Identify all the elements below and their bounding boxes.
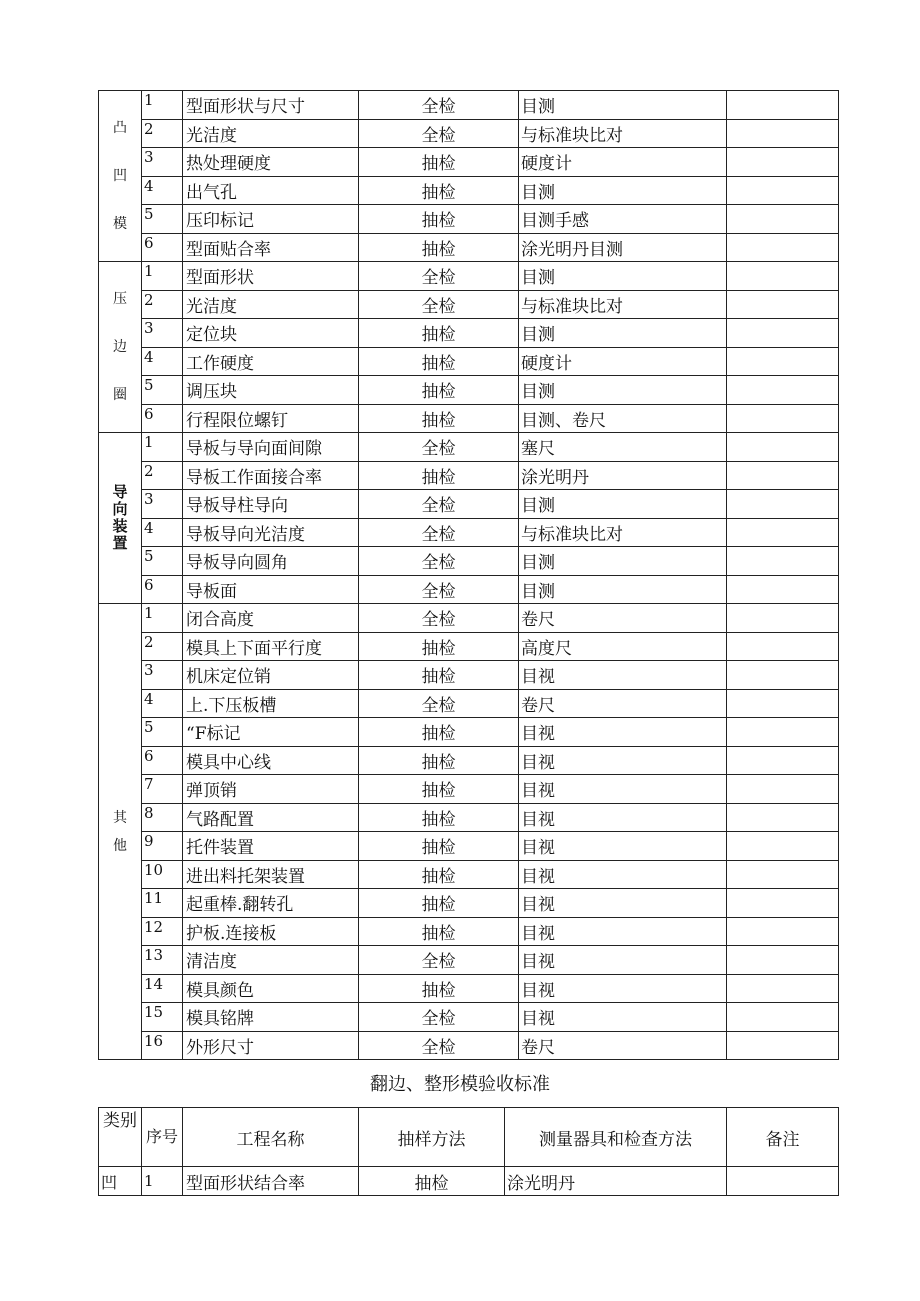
row-note [727,860,839,889]
row-method: 抽检 [359,803,519,832]
row-note [727,689,839,718]
row-number: 14 [142,974,183,1003]
row-method: 全检 [359,575,519,604]
row-note [727,518,839,547]
row-method: 抽检 [359,148,519,177]
table-row [99,176,839,205]
row-number: 6 [142,233,183,262]
table-row [99,205,839,234]
row-tool: 卷尺 [519,1031,727,1060]
category-cell [99,91,142,262]
row-item: 型面形状 [183,262,359,291]
row-item: 定位块 [183,319,359,348]
row-note [727,176,839,205]
row-item: 托件装置 [183,832,359,861]
category-char: 装 [112,517,128,535]
row-method: 抽检 [359,461,519,490]
row-note [727,946,839,975]
row-note [727,661,839,690]
row-note [727,718,839,747]
table-row [99,632,839,661]
row-item: 型面形状与尺寸 [183,91,359,120]
row-number: 3 [142,661,183,690]
row-item: 弹顶销 [183,775,359,804]
row-note [727,604,839,633]
row-note [727,974,839,1003]
table-row [99,803,839,832]
row-number: 1 [142,91,183,120]
row-tool: 目视 [519,803,727,832]
row-item: 压印标记 [183,205,359,234]
row-number: 4 [142,176,183,205]
row-item: 机床定位销 [183,661,359,690]
table-row [99,547,839,576]
row-tool: 目测、卷尺 [519,404,727,433]
row-method: 抽检 [359,319,519,348]
row-method: 全检 [359,490,519,519]
row-number: 6 [142,746,183,775]
row-item: 导板导向圆角 [183,547,359,576]
row-number: 1 [142,604,183,633]
row-tool: 涂光明丹目测 [519,233,727,262]
row-tool: 与标准块比对 [519,290,727,319]
row-tool: 与标准块比对 [519,119,727,148]
row-tool: 目测 [519,176,727,205]
row-method: 全检 [359,290,519,319]
table-row [99,376,839,405]
header-note: 备注 [727,1108,839,1167]
row-note [727,547,839,576]
table-row [99,319,839,348]
row-method: 抽检 [359,832,519,861]
table-row [99,404,839,433]
row-item: 模具颜色 [183,974,359,1003]
category-cell [99,604,142,1060]
row-method: 全检 [359,1031,519,1060]
row-method: 全检 [359,433,519,462]
header-method: 抽样方法 [359,1108,505,1167]
row-item: 热处理硬度 [183,148,359,177]
row-method: 全检 [359,604,519,633]
category-char: 模 [113,216,127,232]
row-method: 全检 [359,91,519,120]
row-item: 导板导柱导向 [183,490,359,519]
row-method: 抽检 [359,718,519,747]
row-item: 行程限位螺钉 [183,404,359,433]
row-method: 全检 [359,262,519,291]
row-tool: 目视 [519,974,727,1003]
row-tool: 目测手感 [519,205,727,234]
row-item: “F标记 [183,718,359,747]
row-tool: 高度尺 [519,632,727,661]
row-note [727,433,839,462]
row-number: 4 [142,689,183,718]
table-row [99,1167,839,1196]
table-row [99,1031,839,1060]
row-note [727,1003,839,1032]
header-row [99,1108,839,1167]
row-number: 2 [142,632,183,661]
row-item: 上.下压板槽 [183,689,359,718]
category-char: 压 [113,291,127,307]
row-note [727,889,839,918]
row-method: 全检 [359,946,519,975]
row-number: 8 [142,803,183,832]
row-tool: 与标准块比对 [519,518,727,547]
row-note [727,205,839,234]
row-item: 型面形状结合率 [183,1167,359,1196]
row-note [727,290,839,319]
row-item: 闭合高度 [183,604,359,633]
table-row [99,746,839,775]
row-item: 进出料托架装置 [183,860,359,889]
row-note [727,1167,839,1196]
row-note [727,832,839,861]
row-number: 3 [142,490,183,519]
row-item: 护板.连接板 [183,917,359,946]
row-item: 模具中心线 [183,746,359,775]
row-number: 5 [142,205,183,234]
row-tool: 卷尺 [519,689,727,718]
row-number: 9 [142,832,183,861]
row-number: 3 [142,148,183,177]
table-row [99,1003,839,1032]
row-note [727,461,839,490]
row-method: 抽检 [359,661,519,690]
row-note [727,347,839,376]
row-category: 凹 [99,1167,142,1196]
table-row [99,433,839,462]
flanging-standard-table [98,1107,839,1196]
category-char: 其 [113,809,127,826]
table-row [99,860,839,889]
row-method: 全检 [359,547,519,576]
row-method: 抽检 [359,376,519,405]
category-char: 置 [112,534,128,552]
row-number: 7 [142,775,183,804]
row-number: 1 [142,262,183,291]
row-tool: 卷尺 [519,604,727,633]
row-note [727,262,839,291]
row-number: 2 [142,119,183,148]
table-row [99,689,839,718]
category-char: 凸 [113,120,127,136]
row-method: 抽检 [359,233,519,262]
section-title: 翻边、整形模验收标准 [370,1074,550,1095]
row-item: 导板与导向面间隙 [183,433,359,462]
row-tool: 目视 [519,746,727,775]
table-row [99,91,839,120]
row-note [727,775,839,804]
row-note [727,1031,839,1060]
row-method: 抽检 [359,746,519,775]
table-row [99,974,839,1003]
table-row [99,946,839,975]
row-method: 抽检 [359,632,519,661]
row-number: 16 [142,1031,183,1060]
row-tool: 目测 [519,490,727,519]
row-tool: 目测 [519,376,727,405]
row-number: 10 [142,860,183,889]
row-method: 抽检 [359,205,519,234]
row-method: 抽检 [359,917,519,946]
row-number: 6 [142,404,183,433]
row-tool: 目视 [519,718,727,747]
row-tool: 目测 [519,319,727,348]
category-char: 边 [113,339,127,355]
row-number: 2 [142,461,183,490]
row-number: 11 [142,889,183,918]
row-item: 模具铭牌 [183,1003,359,1032]
row-tool: 涂光明丹 [519,461,727,490]
row-tool: 硬度计 [519,347,727,376]
row-note [727,575,839,604]
header-seq: 序号 [142,1108,183,1167]
table-row [99,233,839,262]
category-char: 向 [112,500,128,518]
row-item: 导板工作面接合率 [183,461,359,490]
row-note [727,917,839,946]
row-note [727,119,839,148]
table-row [99,775,839,804]
row-tool: 硬度计 [519,148,727,177]
table-row [99,661,839,690]
row-number: 5 [142,547,183,576]
row-tool: 涂光明丹 [505,1167,727,1196]
row-number: 3 [142,319,183,348]
row-item: 模具上下面平行度 [183,632,359,661]
header-category: 类别 [99,1108,142,1167]
table-row [99,347,839,376]
row-number: 15 [142,1003,183,1032]
row-tool: 目视 [519,946,727,975]
row-note [727,404,839,433]
row-method: 全检 [359,689,519,718]
row-number: 4 [142,518,183,547]
table-row [99,148,839,177]
row-item: 出气孔 [183,176,359,205]
row-number: 5 [142,376,183,405]
table-row [99,490,839,519]
row-tool: 目测 [519,91,727,120]
row-method: 抽检 [359,404,519,433]
row-tool: 目测 [519,262,727,291]
row-method: 全检 [359,119,519,148]
row-item: 工作硬度 [183,347,359,376]
row-item: 导板导向光洁度 [183,518,359,547]
row-item: 气路配置 [183,803,359,832]
table-row [99,575,839,604]
row-number: 1 [142,433,183,462]
table-row [99,262,839,291]
row-tool: 目测 [519,575,727,604]
row-method: 全检 [359,518,519,547]
row-tool: 目视 [519,889,727,918]
category-cell [99,262,142,433]
row-item: 清洁度 [183,946,359,975]
row-method: 抽检 [359,860,519,889]
row-note [727,632,839,661]
table-row [99,832,839,861]
row-tool: 目视 [519,661,727,690]
row-method: 抽检 [359,775,519,804]
row-number: 6 [142,575,183,604]
row-tool: 目视 [519,1003,727,1032]
row-number: 4 [142,347,183,376]
table-row [99,604,839,633]
table-row [99,119,839,148]
row-tool: 目视 [519,917,727,946]
row-method: 抽检 [359,176,519,205]
row-note [727,803,839,832]
row-method: 抽检 [359,347,519,376]
table-row [99,889,839,918]
row-note [727,319,839,348]
row-tool: 目测 [519,547,727,576]
row-note [727,233,839,262]
header-item: 工程名称 [183,1108,359,1167]
row-number: 12 [142,917,183,946]
row-item: 调压块 [183,376,359,405]
category-char: 凹 [113,168,127,184]
row-item: 导板面 [183,575,359,604]
row-method: 抽检 [359,974,519,1003]
row-number: 5 [142,718,183,747]
row-method: 抽检 [359,889,519,918]
row-note [727,148,839,177]
row-number: 1 [142,1167,183,1196]
category-cell [99,433,142,604]
table-row [99,518,839,547]
category-char: 他 [113,837,127,854]
row-number: 2 [142,290,183,319]
header-tool: 测量器具和检查方法 [505,1108,727,1167]
row-item: 外形尺寸 [183,1031,359,1060]
category-char: 导 [112,483,128,501]
table-row [99,290,839,319]
row-note [727,746,839,775]
row-item: 型面贴合率 [183,233,359,262]
table-row [99,461,839,490]
row-tool: 目视 [519,860,727,889]
row-item: 光洁度 [183,119,359,148]
table-row [99,718,839,747]
row-tool: 塞尺 [519,433,727,462]
row-item: 起重棒.翻转孔 [183,889,359,918]
row-method: 全检 [359,1003,519,1032]
inspection-table [98,90,839,1060]
row-tool: 目视 [519,832,727,861]
row-note [727,490,839,519]
category-char: 圈 [113,387,127,403]
row-item: 光洁度 [183,290,359,319]
row-number: 13 [142,946,183,975]
row-note [727,91,839,120]
row-note [727,376,839,405]
row-tool: 目视 [519,775,727,804]
row-method: 抽检 [359,1167,505,1196]
table-row [99,917,839,946]
